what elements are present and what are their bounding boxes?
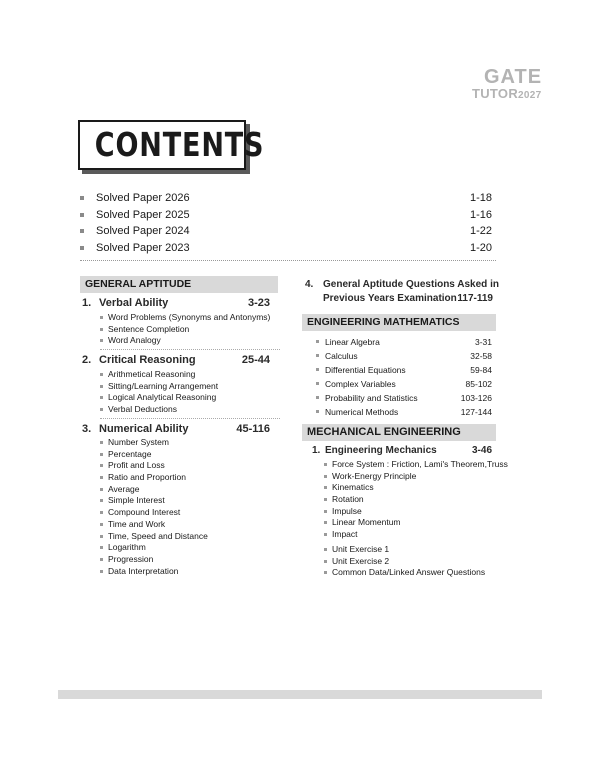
section-header-general-aptitude: GENERAL APTITUDE [80,276,278,293]
solved-paper-label: Solved Paper 2023 [96,241,190,254]
chapter-title: Verbal Ability [99,297,169,309]
chapter-pages: 3-23 [247,297,270,309]
chapter-pages: 45-116 [236,423,270,435]
topic-list [316,335,492,419]
topic-pages: 3-31 [474,337,492,347]
exercise-list [324,544,500,579]
topic-item: Impulse [324,506,500,518]
topic-item: Sentence Completion [100,324,280,336]
topic-item: Ratio and Proportion [100,472,280,484]
topic-item: Work-Energy Principle [324,471,500,483]
divider [80,260,496,261]
topic-item: Arithmetical Reasoning [100,369,280,381]
brand-logo-gate: GATE [484,66,543,88]
topic-item: Time and Work [100,519,280,531]
topic-label: Calculus [325,351,358,361]
chapter-title-line2: Previous Years Examination [323,293,457,304]
topic-pages: 127-144 [460,407,492,417]
topic-list [100,312,280,347]
topic-item: Linear Momentum [324,517,500,529]
chapter-title: Engineering Mechanics [325,445,437,456]
bullet-icon [316,382,319,385]
solved-paper-pages: 1-20 [469,241,492,254]
topic-label: Linear Algebra [325,337,380,347]
chapter-number: 4. [305,279,314,290]
solved-paper-row [80,240,496,257]
solved-paper-pages: 1-16 [469,208,492,221]
topic-label: Numerical Methods [325,407,399,417]
topic-label: Probability and Statistics [325,393,418,403]
solved-paper-label: Solved Paper 2024 [96,225,190,237]
topic-item: Verbal Deductions [100,404,280,416]
topic-item [316,363,492,377]
topic-item: Time, Speed and Distance [100,531,280,543]
topic-list [100,369,280,416]
topic-item: Kinematics [324,482,500,494]
topic-pages: 59-84 [470,365,492,375]
divider [100,349,280,350]
topic-item [316,405,492,419]
chapter-number: 1. [312,445,321,456]
topic-item: Word Problems (Synonyms and Antonyms) [100,312,280,324]
bullet-icon [80,213,84,217]
topic-item: Percentage [100,449,280,461]
section-header-engineering-mathematics: ENGINEERING MATHEMATICS [302,314,496,331]
chapter-title: Numerical Ability [99,423,189,435]
exercise-item: Unit Exercise 2 [324,556,500,568]
topic-item: Progression [100,554,280,566]
chapter-pages: 117-119 [457,293,493,304]
solved-papers-list [80,190,496,256]
chapter-title: General Aptitude Questions Asked in [323,279,499,290]
bullet-icon [80,246,84,250]
exercise-item: Unit Exercise 1 [324,544,500,556]
exercise-item: Common Data/Linked Answer Questions [324,567,500,579]
contents-title-box [78,120,265,170]
solved-paper-label: Solved Paper 2026 [96,192,190,204]
topic-pages: 32-58 [470,351,492,361]
topic-item: Word Analogy [100,335,280,347]
page-title: CONTENTS [94,125,265,164]
brand-logo-year: 2027 [518,90,542,101]
topic-item [316,335,492,349]
solved-paper-label: Solved Paper 2025 [96,208,190,221]
topic-item [316,391,492,405]
topic-item: Logical Analytical Reasoning [100,392,280,404]
topic-item [316,349,492,363]
chapter-number: 1. [82,297,92,309]
chapter-number: 2. [82,354,92,366]
topic-item: Simple Interest [100,495,280,507]
topic-item: Average [100,484,280,496]
bullet-icon [316,354,319,357]
bullet-icon [80,196,84,200]
bullet-icon [316,396,319,399]
contents-title-shadow [82,124,265,174]
solved-paper-pages: 1-22 [469,225,492,237]
chapter-number: 3. [82,423,92,435]
brand-logo-tutor: TUTOR2027 [472,86,542,101]
chapter-pages: 25-44 [241,354,270,366]
topic-item: Data Interpretation [100,566,280,578]
section-header-mechanical-engineering: MECHANICAL ENGINEERING [302,424,496,441]
topic-pages: 103-126 [460,393,492,403]
topic-item: Force System : Friction, Lami's Theorem,Truss [324,459,500,471]
topic-label: Complex Variables [325,379,396,389]
topic-item: Number System [100,437,280,449]
chapter-pages: 3-46 [471,445,492,456]
topic-item: Profit and Loss [100,460,280,472]
solved-paper-row [80,207,496,224]
divider [100,418,280,419]
topic-label: Differential Equations [325,365,406,375]
topic-item [316,377,492,391]
topic-list [100,437,280,577]
bullet-icon [80,229,84,233]
chapter-title: Critical Reasoning [99,354,196,366]
topic-list [324,459,508,541]
bullet-icon [316,340,319,343]
footer-bar [58,690,542,699]
topic-item: Logarithm [100,542,280,554]
solved-paper-row [80,190,496,207]
bullet-icon [316,410,319,413]
topic-item: Compound Interest [100,507,280,519]
topic-item: Impact [324,529,500,541]
topic-item: Sitting/Learning Arrangement [100,381,280,393]
solved-paper-row [80,223,496,240]
topic-item: Rotation [324,494,500,506]
solved-paper-pages: 1-18 [469,192,492,204]
bullet-icon [316,368,319,371]
topic-pages: 85-102 [465,379,492,389]
